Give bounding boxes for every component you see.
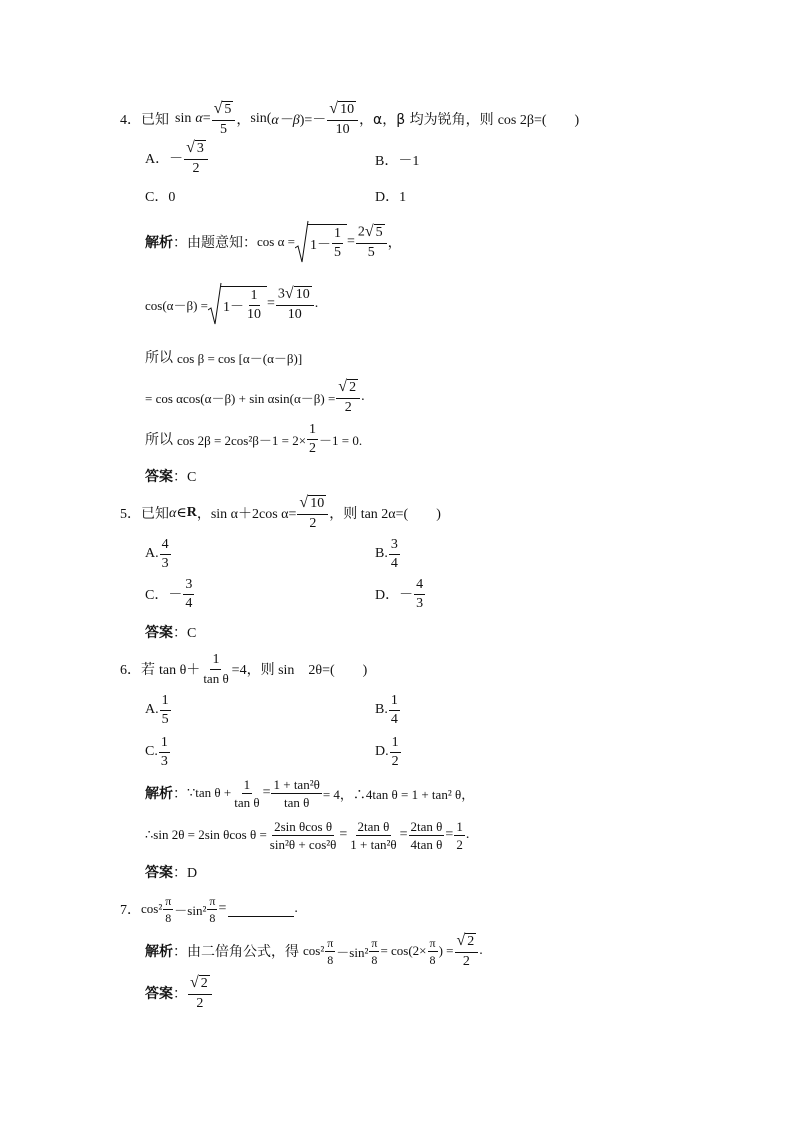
q4-option-b: B．－1 [375, 154, 420, 169]
q4-solution-line2: cos(α－β) = 1－ $\frac{1}{10}$ = 3 √ 10 10 . [145, 280, 318, 328]
q4-big-sqrt-2: 1－ $\frac{1}{10}$ [208, 282, 267, 326]
q5-option-d: D．－ $\frac{4}{3}$ [375, 576, 424, 611]
q4-question: cos 2β=( ) [497, 113, 580, 128]
q4-solution-line5: 所以 cos 2β = 2cos²β－1 = 2× $\frac{1}{2}$ －1 = 0. [145, 421, 363, 456]
q4-solution-line4: = cos αcos(α－β) + sin αsin(α－β) = √ 2 2 . [145, 378, 365, 415]
q4-frac-sqrt5-5: √ 5 5 [212, 101, 236, 136]
q6-solution-line2: ∴sin 2θ = 2sin θcos θ = $\frac{\text{2sin θcos θ}}{\text{sin²θ + cos²θ}}$ = $\frac{\text{2tan θ}}{\text{1 + tan²θ}}$ = $\frac{\text{2tan θ}}{\text{4tan θ}}$ = $\frac{1}{2}$ . [145, 818, 470, 852]
q6-option-a: A. $\frac{1}{5}$ [145, 692, 169, 727]
q4-option-d: D．1 [375, 190, 407, 205]
q6-option-c: C. $\frac{1}{3}$ [145, 734, 168, 769]
q4-solution-label: 解析 [145, 235, 173, 251]
q5-answer: 答案 ：C [145, 625, 197, 641]
q4-big-sqrt-1: 1－ $\frac{1}{5}$ [295, 220, 347, 264]
q6-solution-line1: 解析 ： ∵tan θ + $\frac{1}{\text{tan θ}}$ = $\frac{\text{1 + tan²θ}}{\text{tan θ}}$ = 4，∴4tan θ = 1 + tan² θ， [145, 776, 475, 810]
q5-option-c: C．－ $\frac{3}{4}$ [145, 576, 193, 611]
q7-answer: 答案 ： √ 2 2 [145, 970, 213, 1016]
q4-sin: sin [175, 111, 192, 126]
q4-alpha: α [195, 111, 203, 126]
q7-stem: 7． cos² $\frac{\pi}{8}$ －sin² $\frac{\pi}{8}$ = . [120, 893, 298, 925]
q4-solution-line3: 所以 cos β = cos [α－(α－β)] [145, 350, 303, 366]
q7-number: 7． [120, 903, 141, 918]
q4-number: 4． [120, 113, 141, 128]
q6-option-b: B. $\frac{1}{4}$ [375, 692, 398, 727]
q4-option-a: A．－ √ 3 2 [145, 140, 209, 175]
q4-stem: 4． 已知 sin α = √ 5 5 ， sin( α－β )=－ √ 10 10 ，α，β 均为锐角，则 cos 2β=( ) [120, 100, 580, 137]
q4-option-c: C．0 [145, 190, 176, 205]
q4-solution-line1: 解析 ：由题意知： cos α = 1－ $\frac{1}{5}$ = 2 √ 5 5 ， [145, 218, 402, 266]
q6-answer: 答案 ：D [145, 865, 198, 881]
q5-number: 5． [120, 507, 141, 522]
q5-stem: 5． 已知 α∈ R ，sin α＋2cos α= √ 10 2 ，则 tan 2α=( ) [120, 494, 441, 531]
q6-option-d: D. $\frac{1}{2}$ [375, 734, 399, 769]
q4-stem-text: 已知 [141, 112, 169, 128]
q5-option-b: B. $\frac{3}{4}$ [375, 536, 398, 571]
q6-stem: 6． 若 tan θ＋ $\frac{1}{\text{tan θ}}$ =4，则 sin 2θ=( ) [120, 652, 368, 686]
q5-option-a: A. $\frac{4}{3}$ [145, 536, 169, 571]
q4-frac-sqrt10-10: √ 10 10 [327, 101, 358, 136]
q6-number: 6． [120, 663, 141, 678]
q4-eq: = [202, 111, 211, 126]
q4-answer: 答案 ：C [145, 469, 197, 485]
q4-options-ab [145, 136, 209, 180]
q7-solution: 解析 ：由二倍角公式，得 cos² $\frac{\pi}{8}$ －sin² $\frac{\pi}{8}$ = cos(2× $\frac{\pi}{8}$ ) = √ 2 2 . [145, 932, 483, 969]
q7-answer-blank [228, 902, 294, 917]
